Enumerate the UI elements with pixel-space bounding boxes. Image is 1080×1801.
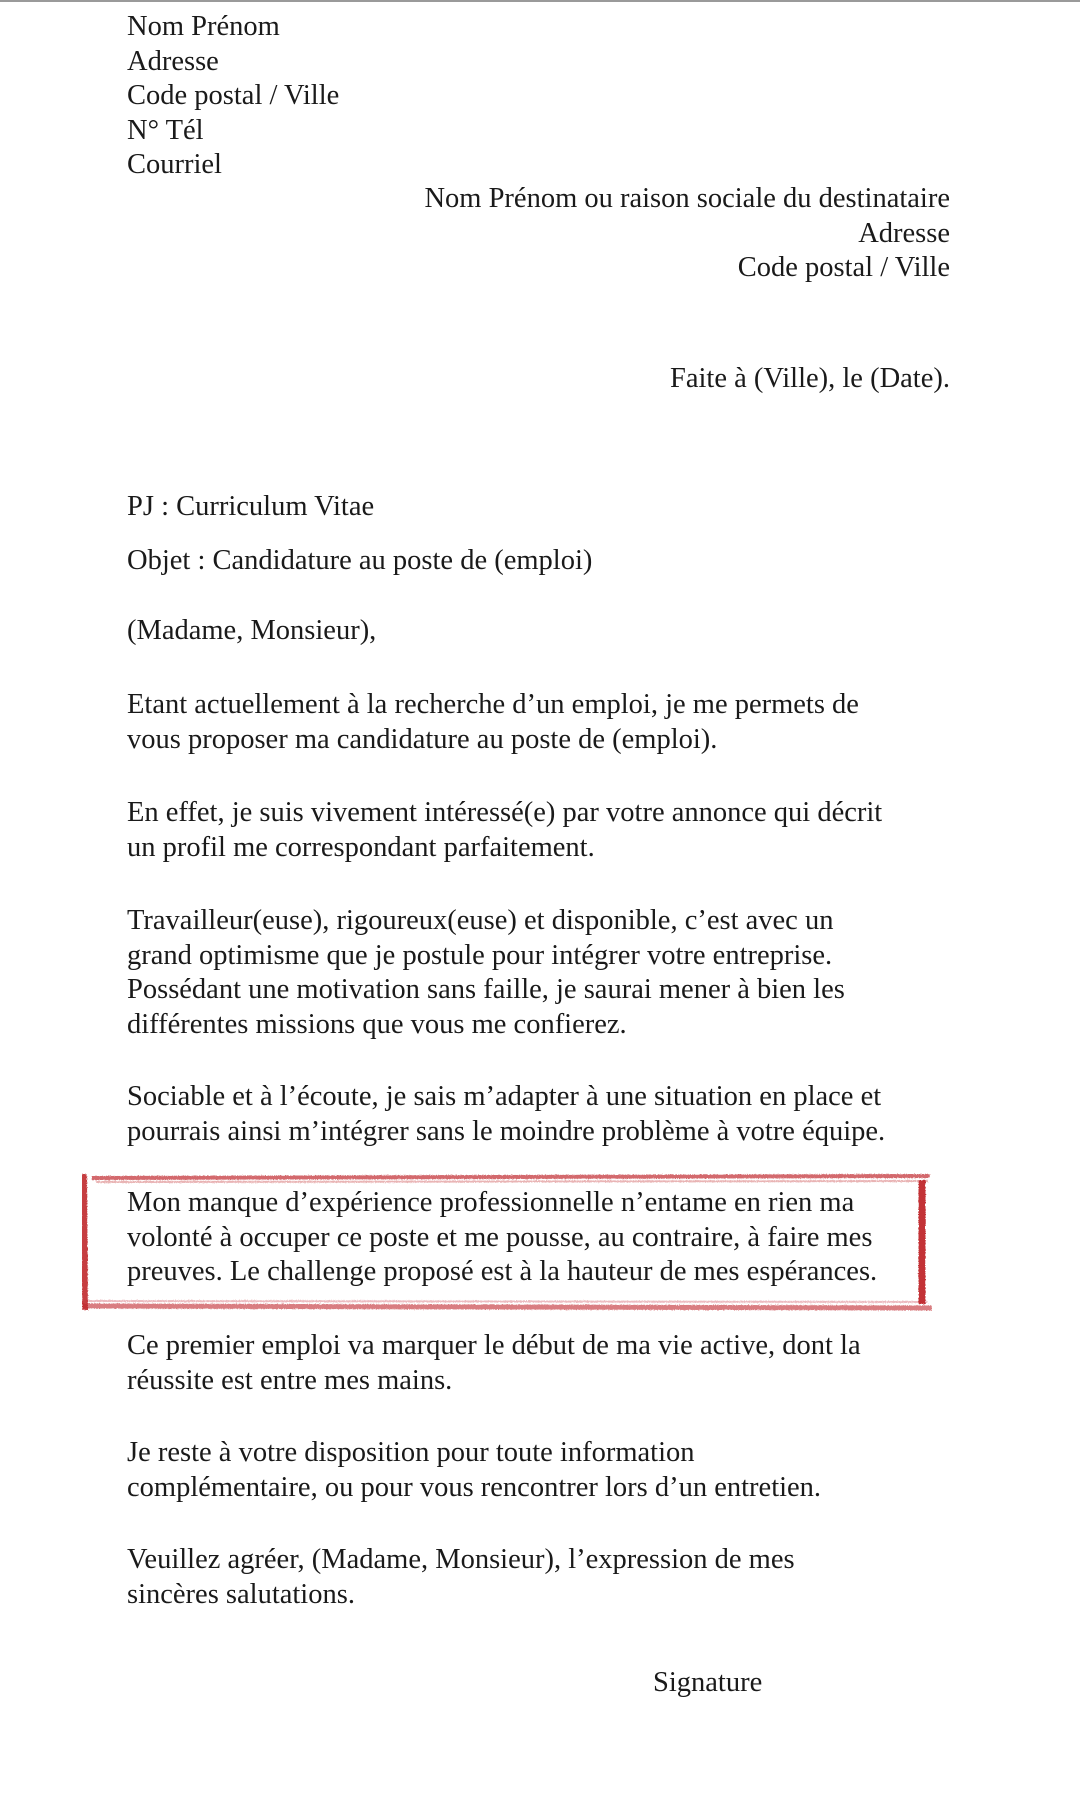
paragraph-line: sincères salutations.: [127, 1578, 355, 1610]
date-line: Faite à (Ville), le (Date).: [670, 363, 950, 394]
recipient-block: [424, 182, 950, 286]
paragraph-line: volonté à occuper ce poste et me pousse, au contraire, à faire mes: [127, 1221, 873, 1253]
sender-phone: N° Tél: [127, 114, 204, 146]
paragraph-line: Je reste à votre disposition pour toute information: [127, 1437, 695, 1468]
sender-block: [127, 10, 950, 183]
closing-paragraph: [127, 1543, 950, 1612]
paragraph-line: Etant actuellement à la recherche d’un emploi, je me permets de: [127, 689, 859, 720]
paragraph-line: Possédant une motivation sans faille, je saurai mener à bien les: [127, 974, 845, 1005]
objet-text: Objet : Candidature au poste de (emploi): [127, 545, 593, 576]
signature: Signature: [653, 1667, 763, 1698]
paragraph-line: Mon manque d’expérience professionnelle n’entame en rien ma: [127, 1187, 855, 1218]
highlight-bottom-edge-inner: [86, 1301, 928, 1302]
paragraph-6: [127, 1329, 950, 1398]
paragraph-line: réussite est entre mes mains.: [127, 1364, 453, 1396]
attachment-line: [127, 490, 950, 525]
recipient-city: Code postal / Ville: [737, 252, 950, 283]
highlight-top-edge: [92, 1176, 930, 1178]
top-border: [0, 0, 1080, 2]
paragraph-line: En effet, je suis vivement intéressé(e) par votre annonce qui décrit: [127, 797, 883, 828]
highlight-top-edge-inner: [96, 1181, 928, 1182]
paragraph-line: preuves. Le challenge proposé est à la hauteur de mes espérances.: [127, 1256, 878, 1287]
sender-city: Code postal / Ville: [127, 80, 340, 111]
paragraph-line: un profil me correspondant parfaitement.: [127, 831, 595, 863]
sender-name: Nom Prénom: [127, 11, 280, 42]
paragraph-2: [127, 796, 950, 865]
highlight-left-edge: [84, 1174, 85, 1310]
paragraph-line: pourrais ainsi m’intégrer sans le moindre problème à votre équipe.: [127, 1115, 886, 1147]
paragraph-line: vous proposer ma candidature au poste de (emploi).: [127, 723, 718, 755]
paragraph-line: différentes missions que vous me confierez.: [127, 1008, 627, 1040]
paragraph-1: [127, 688, 950, 757]
paragraph-line: complémentaire, ou pour vous rencontrer lors d’un entretien.: [127, 1471, 822, 1503]
subject-line: [127, 544, 950, 579]
sender-email: Courriel: [127, 149, 222, 180]
recipient-name: Nom Prénom ou raison sociale du destinataire: [424, 183, 950, 214]
paragraph-line: Sociable et à l’écoute, je sais m’adapter à une situation en place et: [127, 1081, 882, 1112]
salutation-text: (Madame, Monsieur),: [127, 615, 377, 646]
sender-address: Adresse: [127, 45, 219, 77]
paragraph-line: Ce premier emploi va marquer le début de ma vie active, dont la: [127, 1330, 861, 1361]
salutation: [127, 614, 950, 649]
paragraph-7: [127, 1436, 950, 1505]
paragraph-line: grand optimisme que je postule pour intégrer votre entreprise.: [127, 939, 833, 971]
paragraph-line: Veuillez agréer, (Madame, Monsieur), l’expression de mes: [127, 1544, 795, 1575]
pj-text: PJ : Curriculum Vitae: [127, 491, 375, 522]
paragraph-4: [127, 1080, 950, 1149]
recipient-address: Adresse: [858, 217, 950, 249]
paragraph-line: Travailleur(euse), rigoureux(euse) et disponible, c’est avec un: [127, 905, 834, 936]
paragraph-5-highlighted: [127, 1186, 927, 1290]
paragraph-3: [127, 904, 950, 1042]
highlight-bottom-edge: [82, 1306, 932, 1308]
